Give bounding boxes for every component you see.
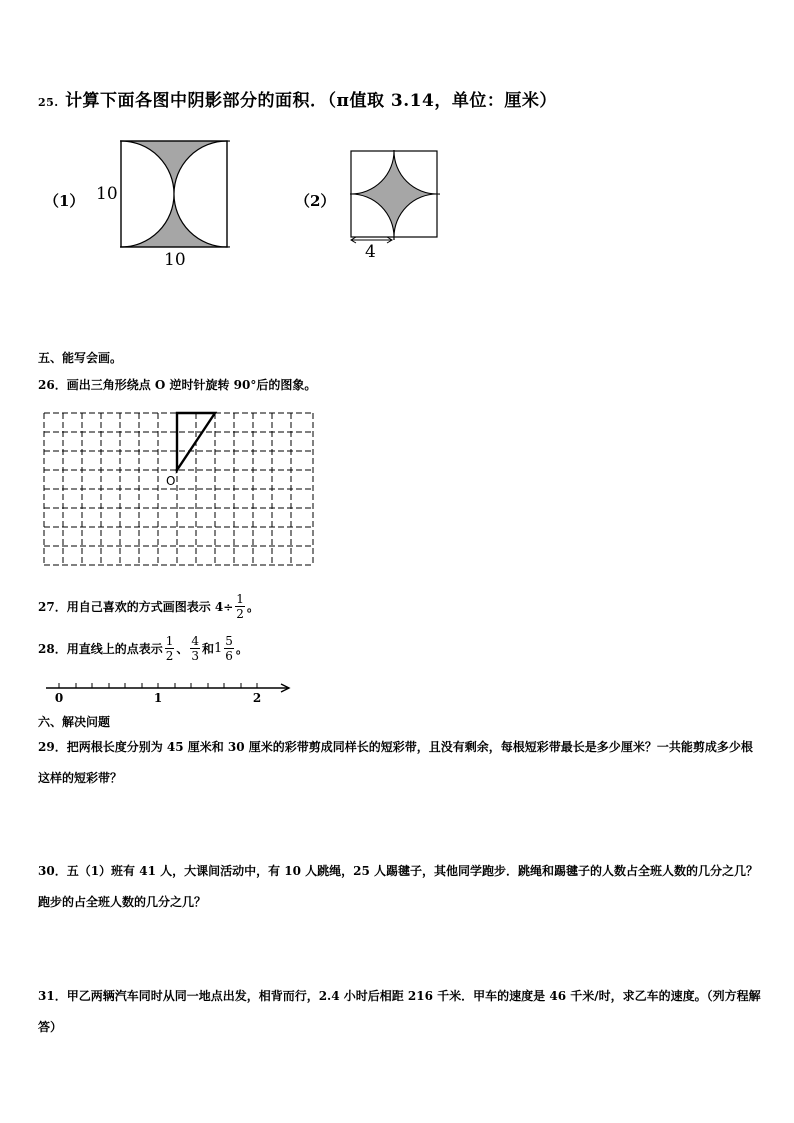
question-28-frac1-den: 2 (165, 649, 174, 663)
section-5-title: 五、能写会画。 (38, 351, 123, 365)
number-line-labels (55, 691, 261, 705)
figure-2-square (350, 150, 440, 240)
question-28-suffix: 。 (235, 642, 248, 656)
figure-1-label: （1） (44, 192, 85, 210)
question-31-text: 31．甲乙两辆汽车同时从同一地点出发，相背而行，2.4 小时后相距 216 千米．甲车的速度是 46 千米/时，求乙车的速度。（列方程解答） (38, 989, 761, 1034)
question-27-prefix: 27．用自己喜欢的方式画图表示 4÷ (38, 600, 234, 614)
number-line (40, 679, 295, 705)
question-28-frac3-num: 5 (225, 634, 233, 648)
question-27 (38, 592, 259, 621)
grid-lines (44, 413, 313, 565)
question-28-frac1-num: 1 (165, 634, 174, 648)
number-line-label-2: 2 (252, 691, 262, 705)
rotation-grid (42, 410, 317, 572)
question-27-frac-den: 2 (236, 607, 244, 621)
question-28-frac2-num: 4 (191, 634, 199, 648)
question-28-frac3 (224, 634, 234, 663)
question-28 (38, 634, 248, 663)
number-line-label-1: 1 (153, 691, 163, 705)
question-28-frac3-den: 6 (225, 649, 233, 663)
question-26-text: 26．画出三角形绕点 O 逆时针旋转 90°后的图象。 (38, 378, 317, 392)
figure-2-dim-label: 4 (365, 242, 376, 262)
question-28-frac2 (190, 634, 200, 663)
number-line-label-0: 0 (54, 691, 64, 705)
question-27-frac-num: 1 (236, 592, 244, 606)
question-28-sep: 、 (176, 642, 189, 656)
question-28-and: 和 (202, 642, 215, 656)
question-28-prefix: 28．用直线上的点表示 (38, 642, 163, 656)
question-30-text: 30．五（1）班有 41 人，大课间活动中，有 10 人跳绳，25 人踢毽子，其他同学跑步．跳绳和踢毽子的人数占全班人数的几分之几？跑步的占全班人数的几分之几？ (38, 864, 759, 909)
point-o-label: O (166, 474, 176, 488)
point-o (176, 469, 179, 472)
question-25-text: 计算下面各图中阴影部分的面积．（π值取 3.14，单位：厘米） (65, 91, 557, 111)
question-28-frac2-den: 3 (191, 649, 199, 663)
question-25-number: 25. (38, 96, 59, 109)
figure-1-square (120, 140, 230, 250)
question-28-mixed-whole: 1 (214, 641, 223, 656)
question-29-text: 29．把两根长度分别为 45 厘米和 30 厘米的彩带剪成同样长的短彩带，且没有剩余，每根短彩带最长是多少厘米？一共能剪成多少根这样的短彩带？ (38, 740, 753, 785)
figure-2-label: （2） (295, 192, 336, 210)
question-27-suffix: 。 (246, 600, 259, 614)
question-27-fraction (235, 592, 245, 621)
section-6-title: 六、解决问题 (38, 715, 111, 729)
question-25-title (38, 86, 557, 111)
figure-1-bottom-label: 10 (164, 250, 186, 270)
figure-1-side-label: 10 (96, 184, 118, 204)
question-28-frac1 (165, 634, 175, 663)
